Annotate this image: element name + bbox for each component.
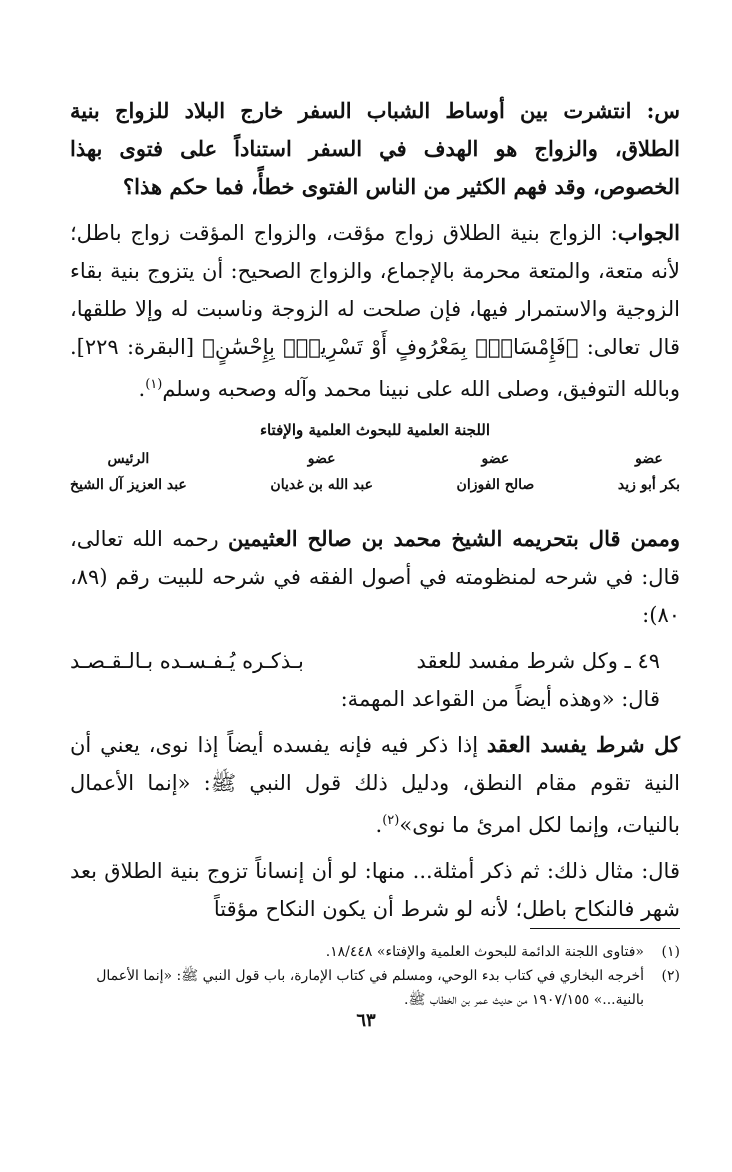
footnotes: [50, 940, 680, 1012]
member-name: صالح الفوزان: [456, 477, 535, 493]
rule-bold: كل شرط يفسد العقد: [486, 732, 680, 757]
member-2: [457, 446, 535, 498]
footnote-ref-1[interactable]: (١): [145, 377, 163, 392]
rule-text: إذا ذكر فيه فإنه يفسده أيضاً إذا نوى، يعني أن النية تقوم مقام النطق، ودليل ذلك قول النبي ﷺ: «إنما الأعمال بالنيات، وإنما لكل امرئ ما نوى»: [70, 733, 680, 837]
member-role: عضو: [307, 451, 336, 467]
quote-intro: قال: «وهذه أيضاً من القواعد المهمة:: [340, 687, 660, 711]
verse-second-hemistich: بـذكـره يُـفـسـده بـالـقـصـد: [70, 649, 304, 673]
uthaymeen-text: رحمه الله تعالى، قال: في شرحه لمنظومته في أصول الفقه في شرحه للبيت رقم (٨٩، ٨٠):: [70, 527, 680, 627]
verse-line: [70, 642, 680, 680]
answer-label: الجواب: [617, 220, 680, 245]
member-name: عبد العزيز آل الشيخ: [70, 477, 187, 493]
footnote-2: [50, 964, 680, 1012]
member-4: [70, 446, 187, 498]
committee-members: [70, 446, 680, 498]
member-name: بكر أبو زيد: [617, 477, 680, 493]
member-role: عضو: [635, 451, 663, 467]
page-number: ٦٣: [356, 1010, 376, 1031]
footnote-divider: [530, 928, 680, 929]
footnote-number: (٢): [661, 968, 680, 984]
footnote-1: [50, 940, 680, 964]
rule-end: .: [375, 813, 383, 837]
footnote-ref-2[interactable]: (٢): [382, 813, 400, 828]
committee-title: اللجنة العلمية للبحوث العلمية والإفتاء: [259, 421, 491, 439]
paragraph-uthaymeen: [70, 520, 680, 634]
verse-first-hemistich: ٤٩ ـ وكل شرط مفسد للعقد: [416, 649, 660, 673]
member-1: [618, 446, 680, 498]
member-3: [270, 446, 373, 498]
paragraph-rule: [70, 726, 680, 844]
answer-text: : الزواج بنية الطلاق زواج مؤقت، والزواج المؤقت زواج باطل؛ لأنه متعة، والمتعة محرمة بالإجماع، والزواج الصحيح: أن يتزوج بنية بقاء الزوجية والاستمرار فيها، فإن صلحت له الزوجة وناسبت له وإلا طلقها، قال تعالى: ﴿فَإِمْسَاكُۢ بِمَعْرُوفٍ أَوْ تَسْرِيحُۢ بِإِحْسَٰنٍ﴾ [البقرة: ٢٢٩]. وبالله التوفيق، وصلى الله على نبينا محمد وآله وصحبه وسلم: [70, 221, 680, 401]
member-role: عضو: [481, 451, 510, 467]
page-body: [70, 92, 680, 936]
answer-end: .: [138, 377, 146, 401]
footnote-number: (١): [661, 944, 680, 960]
question-paragraph: س: انتشرت بين أوساط الشباب السفر خارج البلاد للزواج بنية الطلاق، والزواج هو الهدف في السفر استناداً على فتوى بهذا الخصوص، وقد فهم الكثير من الناس الفتوى خطأً، فما حكم هذا؟: [70, 98, 680, 199]
answer-paragraph: [70, 214, 680, 408]
committee-block: [70, 418, 680, 498]
member-name: عبد الله بن غديان: [270, 477, 373, 493]
member-role: الرئيس: [107, 451, 150, 467]
footnote-text: أخرجه البخاري في كتاب بدء الوحي، ومسلم في كتاب الإمارة، باب قول النبي ﷺ: «إنما الأعمال بالنية...» ١٩٠٧/١٥٥ من حديث عمر بن الخطاب ﷺ.: [96, 968, 644, 1008]
uthaymeen-bold: وممن قال بتحريمه الشيخ محمد بن صالح العثيمين: [228, 526, 680, 551]
footnote-text: «فتاوى اللجنة الدائمة للبحوث العلمية والإفتاء» ١٨/٤٤٨.: [325, 944, 644, 960]
paragraph-example: قال: مثال ذلك: ثم ذكر أمثلة... منها: لو أن إنساناً تزوج بنية الطلاق بعد شهر فالنكاح باطل؛ لأنه لو شرط أن يكون النكاح مؤقتاً: [70, 859, 680, 921]
